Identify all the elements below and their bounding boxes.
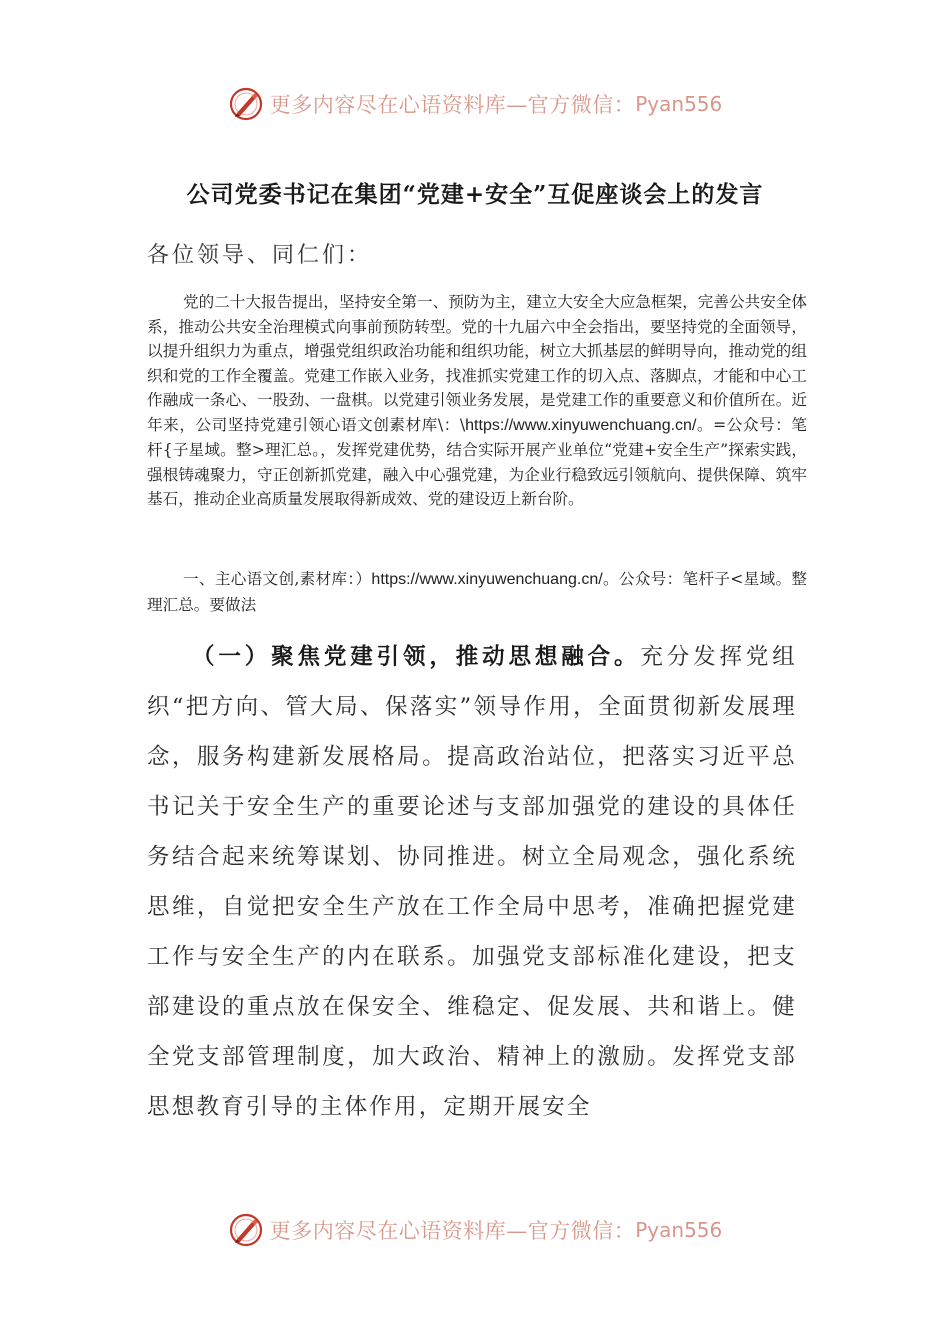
pen-logo-icon (228, 86, 264, 122)
section-heading-url: https://www.xinyuwenchuang.cn/ (371, 571, 603, 588)
watermark-banner-top (0, 82, 950, 126)
section-heading-paragraph (147, 567, 807, 617)
intro-text-b: 。=公众号：笔杆{子星域。整>理汇总。，发挥党建优势，结合实际开展产业单位“党建+安全生产”探索实践，强根铸魂聚力，守正创新抓党建，融入中心强党建，为企业行稳致远引领航向、提供保障、筑牢基石，推动企业高质量发展取得新成效、党的建设迈上新台阶。 (147, 415, 807, 508)
pen-logo-icon (228, 1212, 264, 1248)
section-1-paragraph (147, 632, 797, 1132)
intro-text-a: 党的二十大报告提出，坚持安全第一、预防为主，建立大安全大应急框架，完善公共安全体系，推动公共安全治理模式向事前预防转型。党的十九届六中全会指出，要坚持党的全面领导，以提升组织力为重点，增强党组织政治功能和组织功能，树立大抓基层的鲜明导向，推动党的组织和党的工作全覆盖。党建工作嵌入业务，找准抓实党建工作的切入点、落脚点，才能和中心工作融成一条心、一股劲、一盘棋。以党建引领业务发展，是党建工作的重要意义和价值所在。近年来，公司坚持党建引领心语文创素材库\：\ (147, 293, 807, 434)
section-1-heading: （一）聚焦党建引领，推动思想融合。 (192, 644, 641, 670)
salutation: 各位领导、同仁们： (147, 243, 373, 268)
intro-url: https://www.xinyuwenchuang.cn/ (465, 416, 697, 434)
intro-paragraph (147, 290, 807, 512)
watermark-wechat-id: Pyan556 (635, 1218, 723, 1242)
document-title: 公司党委书记在集团“党建+安全”互促座谈会上的发言 (186, 181, 764, 208)
watermark-wechat-id: Pyan556 (635, 92, 723, 116)
section-heading-text-a: 一、主心语文创,素材库：） (183, 570, 372, 588)
section-1-body: 充分发挥党组织“把方向、管大局、保落实”领导作用，全面贯彻新发展理念，服务构建新发展格局。提高政治站位，把落实习近平总书记关于安全生产的重要论述与支部加强党的建设的具体任务结合起来统筹谋划、协同推进。树立全局观念，强化系统思维，自觉把安全生产放在工作全局中思考，准确把握党建工作与安全生产的内在联系。加强党支部标准化建设，把支部建设的重点放在保安全、维稳定、促发展、共和谐上。健全党支部管理制度，加大政治、精神上的激励。发挥党支部思想教育引导的主体作用，定期开展安全 (147, 644, 798, 1120)
section-heading-text-b: 。公众号：笔杆子<星域。整理汇总。要做法 (147, 570, 807, 614)
watermark-text: 更多内容尽在心语资料库—官方微信： (269, 1219, 636, 1243)
watermark-text: 更多内容尽在心语资料库—官方微信： (269, 93, 636, 117)
watermark-banner-bottom (0, 1208, 950, 1252)
